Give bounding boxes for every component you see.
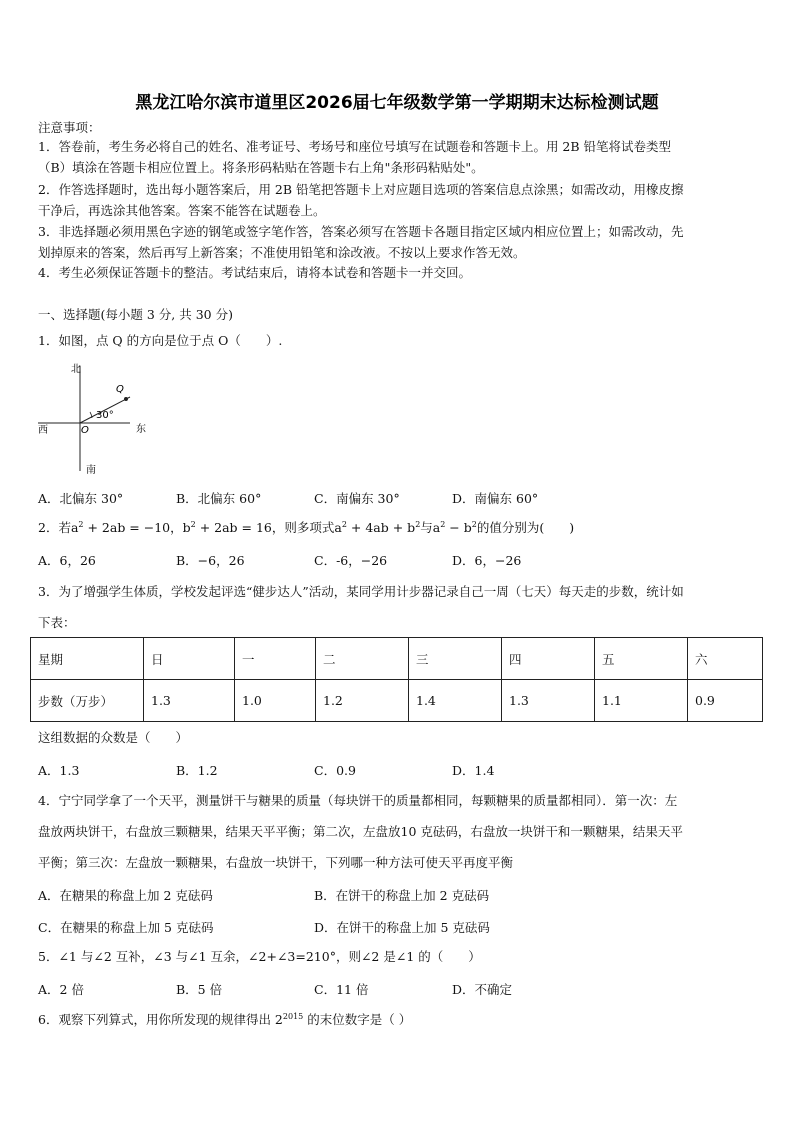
table-cell: 三 <box>409 638 502 680</box>
notice-line: 干净后，再选涂其他答案。答案不能答在试题卷上。 <box>38 203 326 218</box>
table-cell: 五 <box>595 638 688 680</box>
q5-option-b[interactable]: B．5 倍 <box>176 982 223 997</box>
q2-option-a[interactable]: A．6，26 <box>38 553 96 568</box>
north-label: 北 <box>71 364 81 375</box>
notice-line: 2．作答选择题时，选出每小题答案后，用 2B 铅笔把答题卡上对应题目选项的答案信息点涂黑；如需改动，用橡皮擦 <box>38 182 684 197</box>
q1-option-c[interactable]: C．南偏东 30° <box>314 491 400 506</box>
table-cell: 1.3 <box>502 680 595 722</box>
q5-option-a[interactable]: A．2 倍 <box>38 982 84 997</box>
q1-option-b[interactable]: B．北偏东 60° <box>176 491 262 506</box>
table-cell: 1.4 <box>409 680 502 722</box>
origin-label: O <box>81 425 89 436</box>
south-label: 南 <box>86 465 96 476</box>
q2-option-d[interactable]: D．6，−26 <box>452 553 522 568</box>
section-heading: 一、选择题(每小题 3 分, 共 30 分) <box>38 307 233 322</box>
q4-option-b[interactable]: B．在饼干的称盘上加 2 克砝码 <box>314 888 490 903</box>
point-q-label: Q <box>116 384 124 395</box>
table-cell: 星期 <box>31 638 144 680</box>
q4-option-a[interactable]: A．在糖果的称盘上加 2 克砝码 <box>38 888 213 903</box>
notice-heading: 注意事项： <box>38 120 101 135</box>
q4-stem: 平衡；第三次：左盘放一颗糖果，右盘放一块饼干，下列哪一种方法可使天平再度平衡 <box>38 855 514 870</box>
q2-option-b[interactable]: B．−6，26 <box>176 553 245 568</box>
q4-option-c[interactable]: C．在糖果的称盘上加 5 克砝码 <box>38 920 214 935</box>
q3-stem-cont: 下表： <box>38 615 76 630</box>
q2-stem: 2．若$a^2 + 2ab = -10$，$b^2 + 2ab = 16$，则多项式$a^2 + 4ab + b^2$与$a^2 - b^2$的值分别为( ) <box>38 519 575 535</box>
compass-figure <box>30 356 160 476</box>
table-cell: 一 <box>235 638 316 680</box>
notice-line: 3．非选择题必须用黑色字迹的钢笔或签字笔作答，答案必须写在答题卡各题目指定区域内相应位置上；如需改动，先 <box>38 224 684 239</box>
q5-option-d[interactable]: D．不确定 <box>452 982 513 997</box>
table-cell: 1.2 <box>316 680 409 722</box>
q4-stem: 盘放两块饼干，右盘放三颗糖果，结果天平平衡；第二次，左盘放10 克砝码，右盘放一块饼干和一颗糖果，结果天平 <box>38 824 683 839</box>
q3-question: 这组数据的众数是（ ） <box>38 730 189 745</box>
q5-option-c[interactable]: C．11 倍 <box>314 982 369 997</box>
page-title: 黑龙江哈尔滨市道里区2026届七年级数学第一学期期末达标检测试题 <box>135 93 659 113</box>
steps-table <box>30 637 763 722</box>
q4-option-d[interactable]: D．在饼干的称盘上加 5 克砝码 <box>314 920 490 935</box>
q6-stem: 6．观察下列算式，用你所发现的规律得出 $2^{2015}$ 的末位数字是（ ） <box>38 1011 412 1027</box>
q3-stem: 3．为了增强学生体质，学校发起评选“健步达人”活动，某同学用计步器记录自己一周（七天）每天走的步数，统计如 <box>38 584 684 599</box>
notice-line: 4．考生必须保证答题卡的整洁。考试结束后，请将本试卷和答题卡一并交回。 <box>38 265 471 280</box>
notice-line: 1．答卷前，考生务必将自己的姓名、准考证号、考场号和座位号填写在试题卷和答题卡上。用 2B 铅笔将试卷类型 <box>38 139 672 154</box>
table-cell: 日 <box>144 638 235 680</box>
q1-option-d[interactable]: D．南偏东 60° <box>452 491 539 506</box>
table-cell: 二 <box>316 638 409 680</box>
table-cell: 0.9 <box>688 680 763 722</box>
table-row <box>31 680 763 722</box>
table-cell: 1.3 <box>144 680 235 722</box>
table-cell: 1.1 <box>595 680 688 722</box>
q1-option-a[interactable]: A．北偏东 30° <box>38 491 124 506</box>
notice-line: （B）填涂在答题卡相应位置上。将条形码粘贴在答题卡右上角"条形码粘贴处"。 <box>38 160 484 175</box>
west-label: 西 <box>38 425 48 436</box>
q3-option-c[interactable]: C．0.9 <box>314 763 356 778</box>
table-cell: 1.0 <box>235 680 316 722</box>
table-cell: 四 <box>502 638 595 680</box>
q3-option-d[interactable]: D．1.4 <box>452 763 495 778</box>
east-label: 东 <box>136 424 146 435</box>
q3-option-b[interactable]: B．1.2 <box>176 763 218 778</box>
q1-stem: 1．如图，点 Q 的方向是位于点 O（ ）. <box>38 333 283 348</box>
angle-label: 30° <box>96 410 114 421</box>
q2-option-c[interactable]: C．-6，−26 <box>314 553 388 568</box>
table-cell: 步数（万步） <box>31 680 144 722</box>
q5-stem: 5．∠1 与∠2 互补，∠3 与∠1 互余，∠2+∠3=210°，则∠2 是∠1 的（ ） <box>38 949 481 964</box>
table-row <box>31 638 763 680</box>
q4-stem: 4．宁宁同学拿了一个天平，测量饼干与糖果的质量（每块饼干的质量都相同，每颗糖果的质量都相同）．第一次：左 <box>38 793 678 808</box>
table-cell: 六 <box>688 638 763 680</box>
notice-line: 划掉原来的答案，然后再写上新答案；不准使用铅笔和涂改液。不按以上要求作答无效。 <box>38 245 526 260</box>
q3-option-a[interactable]: A．1.3 <box>38 763 80 778</box>
